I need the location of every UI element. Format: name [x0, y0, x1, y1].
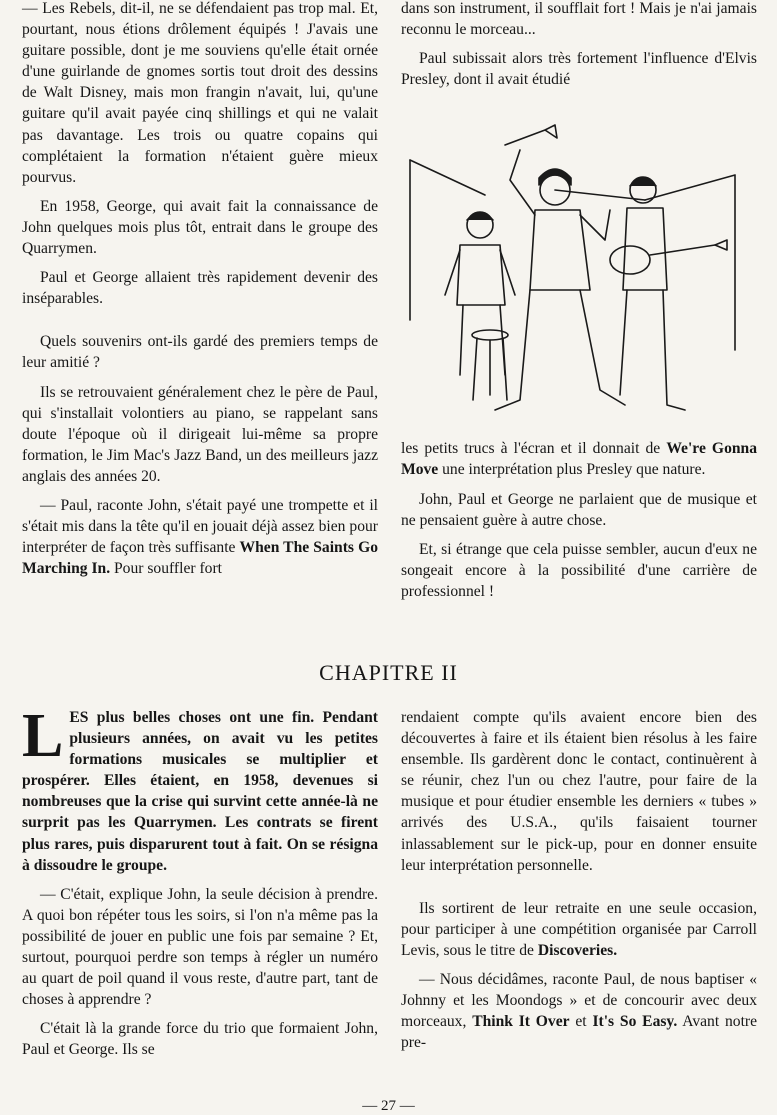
beatles-illustration	[405, 120, 750, 430]
paragraph: rendaient compte qu'ils avaient encore bien des découvertes à faire et ils étaient bien résolus à les faire ensemble. Ils gardèrent donc le contact, continuèrent à se réunir, chez l'un ou chez l'autre, pour faire de la musique et pour étudier ensemble les derniers « tubes » arrivés des U.S.A., qu'ils faisaient tourner inlassablement sur le pick-up, pour en donner ensuite leur interprétation personnelle.	[401, 709, 757, 874]
guitar-body	[610, 246, 650, 274]
paragraph: Et, si étrange que cela puisse sembler, aucun d'eux ne songeait encore à la possibilité d'une carrière de professionnel !	[401, 540, 757, 600]
paragraph	[22, 495, 378, 579]
paragraph: dans son instrument, il soufflait fort ! Mais je n'ai jamais reconnu le morceau...	[401, 0, 757, 39]
paragraph: Paul et George allaient très rapidement devenir des inséparables.	[22, 269, 378, 308]
paragraph: Paul subissait alors très fortement l'influence d'Elvis Presley, dont il avait étudié	[401, 50, 757, 89]
page-number: — 27 —	[362, 1098, 415, 1114]
lead-paragraph	[22, 702, 378, 876]
right-figure-body	[623, 208, 667, 290]
drop-cap: L	[22, 702, 64, 770]
backdrop-line	[410, 160, 485, 195]
paragraph: — C'était, explique John, la seule décision à prendre. A quoi bon répéter tous les soirs, si l'on n'a même pas la possibilité de jouer en public une fois par semaine ? Et, surtout, pourquoi perdre son temps à régler un numéro au quart de poil quand il vous reste, d'autre part, tant de choses à apprendre ?	[22, 885, 378, 1009]
paragraph	[401, 898, 757, 961]
text-run: Avant notre pre-	[401, 1013, 758, 1052]
paragraph: Quels souvenirs ont-ils gardé des premiers temps de leur amitié ?	[22, 333, 378, 372]
text-run: Pour souffler fort	[110, 560, 222, 578]
chapter-heading: CHAPITRE II	[319, 660, 458, 685]
song-title: When The Saints Go Marching In.	[22, 539, 378, 578]
paragraph: C'était là la grande force du trio que formaient John, Paul et George. Ils se	[22, 1020, 378, 1059]
song-title: It's So Easy.	[592, 1013, 678, 1031]
show-title: Discoveries.	[537, 941, 618, 959]
paragraph: — Les Rebels, dit-il, ne se défendaient pas trop mal. Et, pourtant, nous étions drôlement équipés ! J'avais une guitare possible, dont je me souviens qu'elle était ornée d'une guirlande de gnomes sortis tout droit des dessins de Walt Disney, mais mon frangin n'avait, lui, qu'une guitare qu'il avait payée cinq shillings et qui ne valait pas davantage. Les trois ou quatre copains qui complétaient la formation n'étaient guère mieux pourvus.	[22, 0, 378, 186]
text-run: — Nous décidâmes, raconte Paul, de nous baptiser « Johnny et les Moondogs » et de concourir avec deux morceaux,	[401, 971, 757, 1031]
text-run: les petits trucs à l'écran et il donnait de	[401, 440, 667, 458]
column-3	[22, 702, 378, 1069]
paragraph: John, Paul et George ne parlaient que de musique et ne pensaient guère à autre chose.	[401, 490, 757, 529]
column-1	[22, 0, 378, 587]
column-4	[401, 707, 757, 1061]
paragraph: En 1958, George, qui avait fait la connaissance de John quelques mois plus tôt, entrait dans le groupe des Quarrymen.	[22, 197, 378, 258]
guitar-neck	[650, 245, 715, 255]
text-run: et	[569, 1013, 593, 1031]
backdrop-line	[645, 175, 735, 350]
text-run: Ils sortirent de leur retraite en une seule occasion, pour participer à une compétition organisée par Carroll Levis, sous le titre de	[401, 899, 757, 959]
left-figure-body	[457, 245, 505, 305]
paragraph	[401, 438, 757, 480]
paragraph	[401, 969, 757, 1053]
text-run: une interprétation plus Presley que nature.	[438, 461, 706, 479]
text-run: — Paul, raconte John, s'était payé une trompette et il s'était mis dans la tête qu'il en jouait déjà assez bien pour interpréter de façon très suffisante	[22, 496, 378, 557]
song-title: We're Gonna Move	[401, 440, 758, 479]
center-figure-body	[530, 210, 590, 290]
song-title: Think It Over	[472, 1013, 570, 1031]
paragraph: Ils se retrouvaient généralement chez le père de Paul, qui s'installait volontiers au piano, se rappelant sans doute l'époque où il dirigeait lui-même sa propre formation, le Jim Mac's Jazz Band, un des meilleurs jazz anglais des années 20.	[22, 383, 378, 485]
trumpet	[505, 125, 557, 145]
text-run: ES plus belles choses ont une fin. Pendant plusieurs années, on avait vu les petites formations musicales se multiplier et prospérer. Elles étaient, en 1958, devenues si nombreuses que la crise qui survint cette année-là ne surprit pas les Quarrymen. Les contrats se firent plus rares, puis disparurent tout à fait. On se résigna à dissoudre le groupe.	[22, 709, 378, 874]
